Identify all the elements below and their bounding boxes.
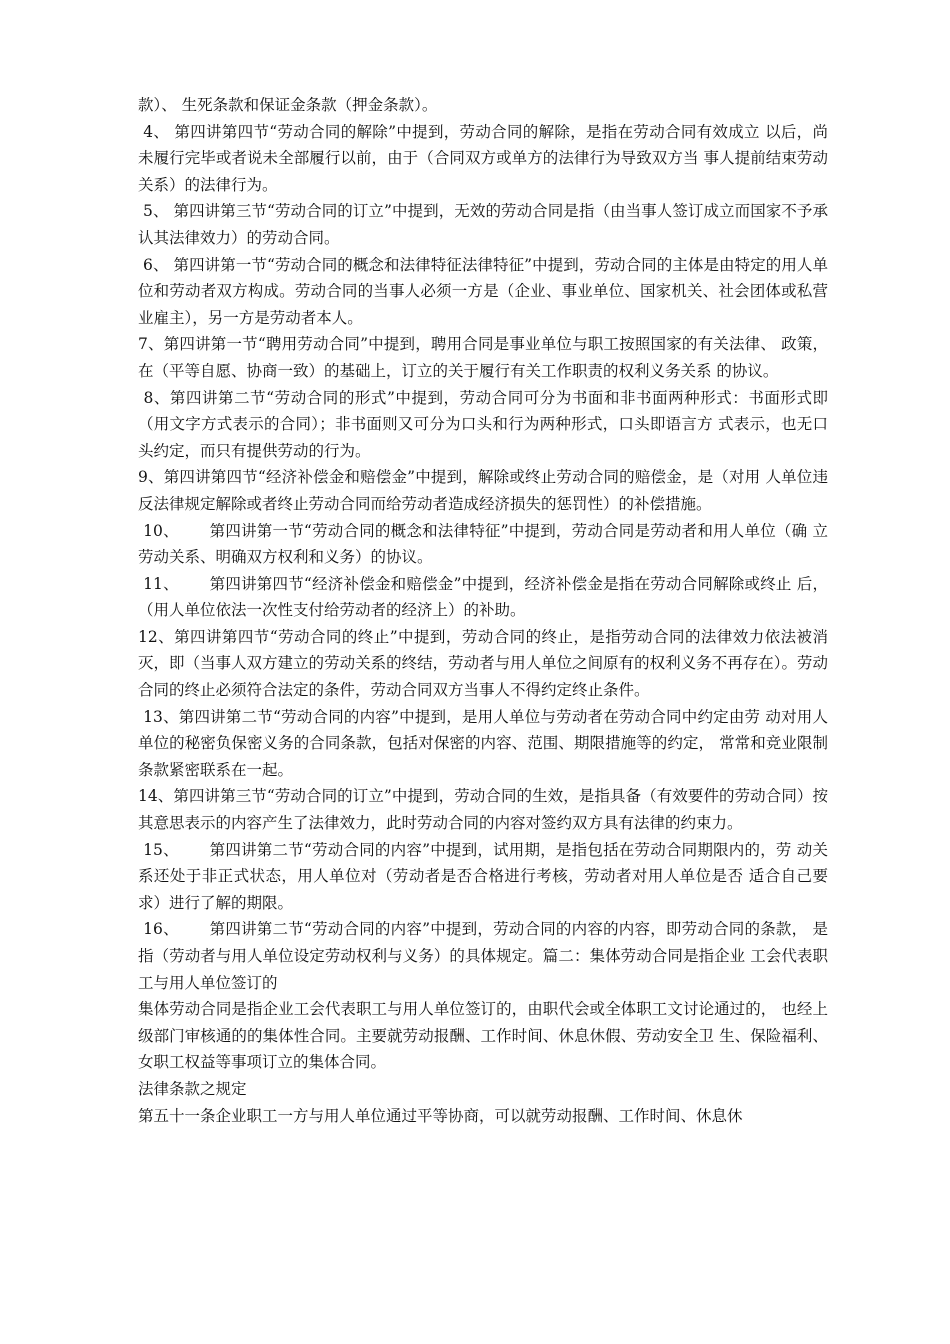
paragraph-item-14: 14、第四讲第三节“劳动合同的订立”中提到，劳动合同的生效，是指具备（有效要件的劳动合同）按其意思表示的内容产生了法律效力，此时劳动合同的内容对签约双方具有法律的约束力。 <box>138 787 828 833</box>
paragraph-clause-continuation: 款）、 生死条款和保证金条款（押金条款）。 <box>138 96 438 114</box>
paragraph-item-5: 5、 第四讲第三节“劳动合同的订立”中提到，无效的劳动合同是指（由当事人签订成立而国家不予承认其法律效力）的劳动合同。 <box>138 202 829 247</box>
paragraph-item-4: 4、 第四讲第四节“劳动合同的解除”中提到，劳动合同的解除，是指在劳动合同有效成立 以后，尚未履行完毕或者说未全部履行以前，由于（合同双方或单方的法律行为导致双方当 事人提前结束劳动关系）的法律行为。 <box>138 122 828 194</box>
paragraph-item-6: 6、 第四讲第一节“劳动合同的概念和法律特征法律特征”中提到，劳动合同的主体是由特定的用人单位和劳动者双方构成。劳动合同的当事人必须一方是（企业、事业单位、国家机关、社会团体或私营业雇主），另一方是劳动者本人。 <box>138 255 829 327</box>
paragraph-item-8: 8、第四讲第二节“劳动合同的形式”中提到，劳动合同可分为书面和非书面两种形式：书面形式即（用文字方式表示的合同）；非书面则又可分为口头和行为两种形式，口头即语言方 式表示，也无口头约定，而只有提供劳动的行为。 <box>138 388 828 460</box>
paragraph-item-7: 7、第四讲第一节“聘用劳动合同”中提到，聘用合同是事业单位与职工按照国家的有关法律、 政策，在（平等自愿、协商一致）的基础上，订立的关于履行有关工作职责的权利义务关系 的协议。 <box>138 335 828 380</box>
paragraph-item-9: 9、第四讲第四节“经济补偿金和赔偿金”中提到，解除或终止劳动合同的赔偿金，是（对用 人单位违反法律规定解除或者终止劳动合同而给劳动者造成经济损失的惩罚性）的补偿措施。 <box>138 468 828 513</box>
paragraph-item-13: 13、第四讲第二节“劳动合同的内容”中提到，是用人单位与劳动者在劳动合同中约定由劳 动对用人单位的秘密负保密义务的合同条款，包括对保密的内容、范围、期限措施等的约定， 常常和竞业限制条款紧密联系在一起。 <box>138 707 828 779</box>
document-body <box>138 92 828 1129</box>
paragraph-article-51: 第五十一条企业职工一方与用人单位通过平等协商，可以就劳动报酬、工作时间、休息休 <box>138 1106 743 1125</box>
paragraph-item-15: 15、 第四讲第二节“劳动合同的内容”中提到，试用期，是指包括在劳动合同期限内的，劳 动关系还处于非正式状态，用人单位对（劳动者是否合格进行考核，劳动者对用人单位是否 适合自己要求）进行了解的期限。 <box>138 840 828 912</box>
paragraph-collective-contract: 集体劳动合同是指企业工会代表职工与用人单位签订的，由职代会或全体职工文讨论通过的， 也经上级部门审核通的的集体性合同。主要就劳动报酬、工作时间、休息休假、劳动安全卫 生、保险福利、女职工权益等事项订立的集体合同。 <box>138 1000 828 1072</box>
section-heading-legal-provisions: 法律条款之规定 <box>138 1079 247 1098</box>
paragraph-item-12: 12、第四讲第四节“劳动合同的终止”中提到，劳动合同的终止，是指劳动合同的法律效力依法被消灭，即（当事人双方建立的劳动关系的终结，劳动者与用人单位之间原有的权利义务不再存在）。劳动合同的终止必须符合法定的条件，劳动合同双方当事人不得约定终止条件。 <box>138 627 828 700</box>
paragraph-item-11: 11、 第四讲第四节“经济补偿金和赔偿金”中提到，经济补偿金是指在劳动合同解除或终止 后，（用人单位依法一次性支付给劳动者的经济上）的补助。 <box>138 574 828 620</box>
paragraph-item-16: 16、 第四讲第二节“劳动合同的内容”中提到，劳动合同的内容的内容，即劳动合同的条款， 是指（劳动者与用人单位设定劳动权利与义务）的具体规定。篇二：集体劳动合同是指企业 工会代表职工与用人单位签订的 <box>138 920 828 992</box>
paragraph-item-10: 10、 第四讲第一节“劳动合同的概念和法律特征”中提到，劳动合同是劳动者和用人单位（确 立劳动关系、明确双方权利和义务）的协议。 <box>138 521 828 567</box>
